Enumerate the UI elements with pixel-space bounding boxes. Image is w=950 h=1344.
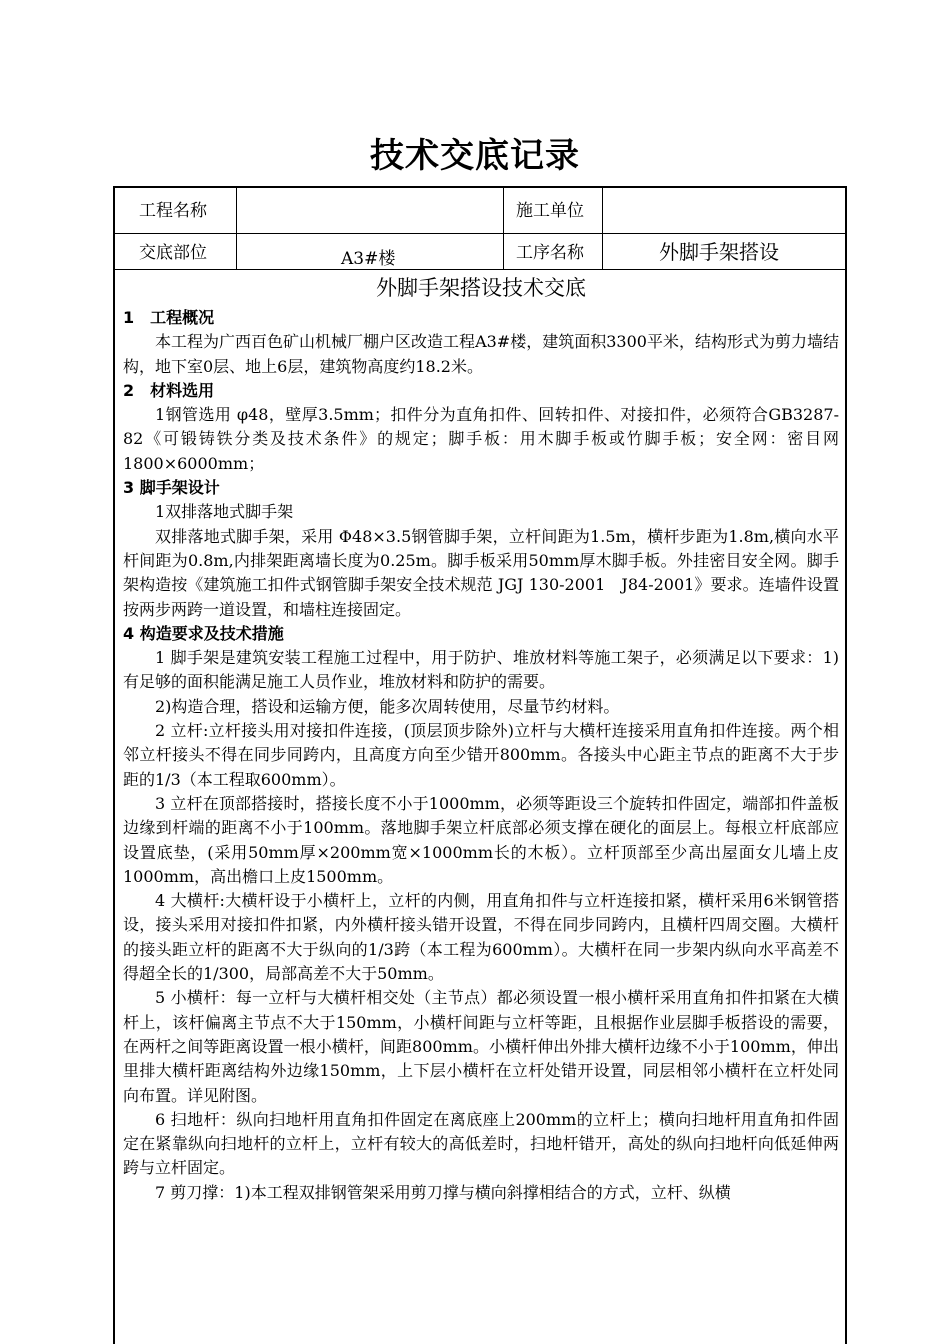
project-name-label: 工程名称 (139, 201, 207, 221)
process-label: 工序名称 (516, 243, 584, 263)
section-2-paragraph: 1钢管选用 φ48，壁厚3.5mm；扣件分为直角扣件、回转扣件、对接扣件，必须符合GB3287-82《可锻铸铁分类及技术条件》的规定；脚手板：用木脚手板或竹脚手板；安全网：密目网1800×6000mm； (123, 405, 839, 473)
part-label: 交底部位 (139, 243, 207, 263)
project-name-value (237, 188, 503, 233)
section-4-heading: 4 构造要求及技术措施 (123, 623, 284, 643)
section-4-paragraph: 6 扫地杆：纵向扫地杆用直角扣件固定在离底座上200mm的立杆上；横向扫地杆用直角扣件固定在紧靠纵向扫地杆的立杆上，立杆有较大的高低差时，扫地杆错开，高处的纵向扫地杆向低延伸两跨与立杆固定。 (123, 1109, 839, 1178)
section-1-paragraph: 本工程为广西百色矿山机械厂棚户区改造工程A3#楼，建筑面积3300平米，结构形式为剪力墙结构，地下室0层、地上6层，建筑物高度约18.2米。 (123, 332, 839, 376)
row-divider (115, 269, 845, 270)
record-table (113, 186, 847, 1344)
section-4-paragraph: 1 脚手架是建筑安装工程施工过程中，用于防护、堆放材料等施工架子，必须满足以下要求：1)有足够的面积能满足施工人员作业，堆放材料和防护的需要。 (123, 648, 839, 692)
section-4-paragraph: 3 立杆在顶部搭接时，搭接长度不小于1000mm，必须等距设三个旋转扣件固定，端部扣件盖板边缘到杆端的距离不小于100mm。落地脚手架立杆底部必须支撑在硬化的面层上。每根立杆底部应设置底垫，(采用50mm厚×200mm宽×1000mm长的木板）。立杆顶部至少高出屋面女儿墙上皮1000mm，高出檐口上皮1500mm。 (123, 793, 839, 886)
section-1-heading: 1 工程概况 (123, 308, 215, 327)
construction-unit-label: 施工单位 (516, 201, 584, 221)
part-value: A3#楼 (341, 249, 396, 269)
section-4-paragraph: 2 立杆:立杆接头用对接扣件连接，(顶层顶步除外)立杆与大横杆连接采用直角扣件连接。两个相邻立杆接头不得在同步同跨内，且高度方向至少错开800mm。各接头中心距主节点的距离不大于步距的1/3（本工程取600mm）。 (123, 721, 839, 789)
content-subtitle: 外脚手架搭设技术交底 (376, 276, 586, 300)
section-4-paragraph: 4 大横杆:大横杆设于小横杆上，立杆的内侧，用直角扣件与立杆连接扣紧，横杆采用6米钢管搭设，接头采用对接扣件扣紧，内外横杆接头错开设置，不得在同步同跨内，且横杆四周交圈。大横杆的接头距立杆的距离不大于纵向的1/3跨（本工程为600mm）。大横杆在同一步架内纵向水平高差不得超全长的1/300，局部高差不大于50mm。 (123, 891, 839, 984)
section-3-paragraph: 双排落地式脚手架，采用 Φ48×3.5钢管脚手架，立杆间距为1.5m，横杆步距为1.8m,横向水平杆间距为0.8m,内排架距离墙长度为0.25m。脚手板采用50mm厚木脚手板。外挂密目安全网。脚手架构造按《建筑施工扣件式钢管脚手架安全技术规范 JGJ 130-2001 J84-2001》要求。连墙件设置按两步两跨一道设置，和墙柱连接固定。 (123, 526, 839, 619)
disclosure-content (123, 274, 839, 1205)
process-value: 外脚手架搭设 (659, 240, 779, 264)
document-title: 技术交底记录 (370, 136, 580, 176)
section-2-heading: 2 材料选用 (123, 380, 215, 400)
section-3-heading: 3 脚手架设计 (123, 478, 220, 498)
section-3-item: 1双排落地式脚手架 (155, 502, 294, 522)
section-4-paragraph: 7 剪刀撑：1)本工程双排钢管架采用剪刀撑与横向斜撑相结合的方式，立杆、纵横 (155, 1182, 731, 1202)
section-4-paragraph: 5 小横杆：每一立杆与大横杆相交处（主节点）都必须设置一根小横杆采用直角扣件扣紧在大横杆上，该杆偏离主节点不大于150mm，小横杆间距与立杆等距，且根据作业层脚手板搭设的需要，在两杆之间等距离设置一根小横杆，间距800mm。小横杆伸出外排大横杆边缘不小于100mm，伸出里排大横杆距离结构外边缘150mm，上下层小横杆在立杆处错开设置，同层相邻小横杆在立杆处同向布置。详见附图。 (123, 988, 839, 1105)
construction-unit-value (603, 188, 845, 233)
section-4-paragraph: 2)构造合理，搭设和运输方便，能多次周转使用，尽量节约材料。 (155, 696, 620, 716)
